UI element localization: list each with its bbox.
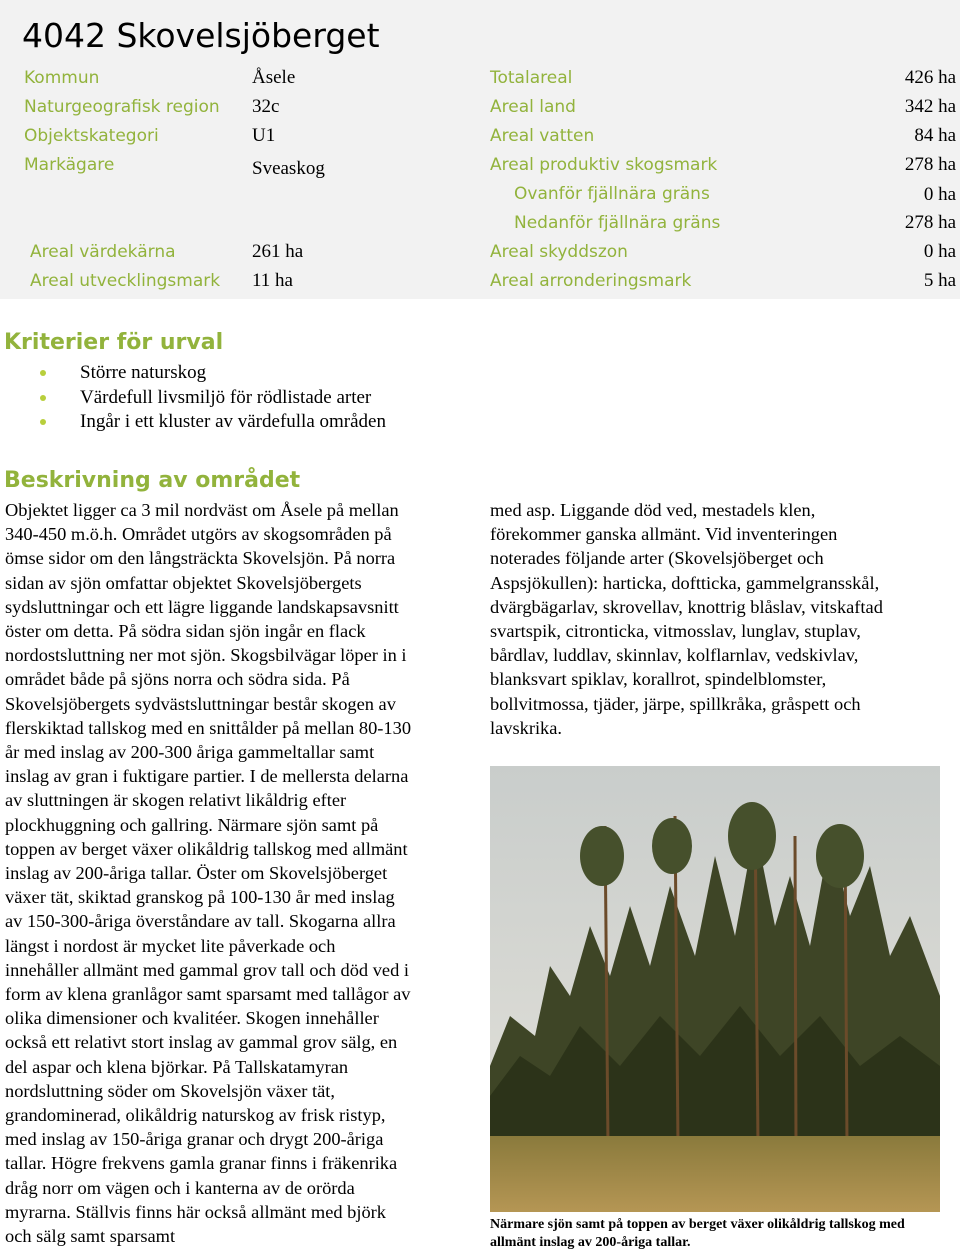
description-line: 340-450 m.ö.h. Området utgörs av skogsområden på [5,524,392,545]
description-line: förekommer ganska allmänt. Vid inventeringen [490,524,838,545]
areal-land-label: Areal land [490,97,576,117]
description-line: grandominerad, olikåldrig naturskog av frisk ristyp, [5,1105,386,1126]
description-line: Objektet ligger ca 3 mil nordväst om Åsele på mellan [5,500,399,520]
description-line: Aspsjökullen): harticka, doftticka, gammelgransskål, [490,572,880,593]
description-line: med inslag av 150-åriga granar och drygt 200-åriga [5,1129,384,1150]
kategori-label: Objektskategori [24,126,159,146]
description-line: nordostsluttning ner mot sjön. Skogsbilvägar löper in i [5,645,407,666]
description-line: och sälg samt sparsamt [5,1226,176,1247]
skyddszon-value: 0 ha [923,241,956,262]
totalareal-label: Totalareal [490,68,573,88]
description-line: sidan av sjön omfattar objektet Skovelsjöbergets [5,572,362,593]
description-line: blanksvart spiklav, korallrot, spindelblomster, [490,669,827,690]
description-left-column [5,498,483,1248]
criteria-heading: Kriterier för urval [4,330,224,355]
description-line: av sluttningen är skogen relativt likåldrig efter [5,790,347,811]
description-line: dråg norr om vägen och i kanterna av de orörda [5,1177,355,1198]
description-line: av 150-300-åriga överståndare av tall. Skogarna allra [5,911,396,932]
markagare-value: Sveaskog [252,158,325,179]
forest-photo [490,766,940,1212]
utvecklingsmark-value: 11 ha [252,270,293,291]
photo-caption: Närmare sjön samt på toppen av berget växer olikåldrig tallskog med allmänt inslag av 200-åriga tallar. [490,1217,905,1250]
description-line: olika dimensioner och kvalitéer. Skogen innehåller [5,1008,379,1029]
region-label: Naturgeografisk region [24,97,220,117]
description-line: Skovelsjöbergets sydvästsluttningar består skogen av [5,693,396,714]
criteria-item: Värdefull livsmiljö för rödlistade arter [0,386,386,411]
description-line: form av klena granlågor samt sparsamt med tallågor av [5,984,411,1005]
kategori-value: U1 [252,125,276,146]
description-line: inslag av 200-åriga tallar. Öster om Skovelsjöberget [5,863,388,884]
description-line: också ett relativt stort inslag av gammal grov sälg, en [5,1032,398,1053]
nedanfor-value: 278 ha [904,212,956,233]
description-line: inslag av gran i fuktigare partier. I de mellersta delarna [5,766,409,787]
description-right-column [490,498,955,740]
description-line: sydsluttningar och ett lägre liggande landskapsavsnitt [5,596,399,617]
description-line: med asp. Liggande död ved, mestadels klen, [490,500,816,520]
skyddszon-label: Areal skyddszon [490,242,628,262]
description-line: dvärgbägarlav, skrovellav, knottrig blåslav, vitskaftad [490,596,883,617]
description-line: nordsluttning söder om Skovelsjön växer tät, [5,1080,335,1101]
description-line: myrarna. Ställvis finns här också allmänt med björk [5,1201,387,1222]
vardekarna-label: Areal värdekärna [30,242,176,262]
region-value: 32c [252,96,280,117]
criteria-item: Större naturskog [0,361,386,386]
description-line: del aspar och klena björkar. På Tallskatamyran [5,1056,349,1077]
areal-vatten-label: Areal vatten [490,126,595,146]
description-line: plockhuggning och gallring. Närmare sjön samt på [5,814,379,835]
arronderingsmark-value: 5 ha [923,270,956,291]
areal-produktiv-value: 278 ha [904,154,956,175]
description-line: ömse sidor om den långsträckta Skovelsjön. På norra [5,548,396,569]
ovanfor-value: 0 ha [923,184,956,205]
description-line: noterades följande arter (Skovelsjöberget och [490,548,824,569]
totalareal-value: 426 ha [904,67,956,88]
criteria-list [0,361,386,435]
criteria-item: Ingår i ett kluster av värdefulla områden [0,410,386,435]
description-line: bårdlav, luddlav, skinnlav, kolflarnlav, vedskivlav, [490,645,859,666]
description-line: öster om detta. På södra sidan sjön ingår en flack [5,621,366,642]
kommun-value: Åsele [252,67,296,88]
description-line: flerskiktad tallskog med en snittålder på mellan 80-130 [5,717,412,738]
areal-vatten-value: 84 ha [914,125,956,146]
description-line: toppen av berget växer olikåldrig tallskog med allmänt [5,838,408,859]
bullet-icon [40,395,46,401]
markagare-label: Markägare [24,155,115,175]
utvecklingsmark-label: Areal utvecklingsmark [30,271,221,291]
areal-produktiv-label: Areal produktiv skogsmark [490,155,718,175]
arronderingsmark-label: Areal arronderingsmark [490,271,692,291]
description-line: området både på sjöns norra och södra sida. På [5,669,350,690]
facts-panel [0,0,960,299]
vardekarna-value: 261 ha [252,241,304,262]
bullet-icon [40,419,46,425]
description-heading: Beskrivning av området [4,468,301,493]
page-title: 4042 Skovelsjöberget [22,16,380,55]
description-line: lavskrika. [490,717,563,738]
description-line: innehåller allmänt med gammal grov tall och död ved i [5,959,409,980]
description-line: längst i nordost är mycket lite påverkade och [5,935,336,956]
description-line: bollvitmossa, tjäder, järpe, spillkråka, gråspett och [490,693,861,714]
ovanfor-label: Ovanför fjällnära gräns [514,184,710,204]
bullet-icon [40,370,46,376]
nedanfor-label: Nedanför fjällnära gräns [514,213,721,233]
description-line: år med inslag av 200-300 åriga gammeltallar samt [5,742,375,763]
areal-land-value: 342 ha [904,96,956,117]
description-line: växer tät, skiktad granskog på 100-130 år med inslag [5,887,395,908]
kommun-label: Kommun [24,68,100,88]
description-line: tallar. Högre frekvens gamla granar finns i fräkenrika [5,1153,398,1174]
description-line: svartspik, citronticka, vitmosslav, lunglav, stuplav, [490,621,861,642]
